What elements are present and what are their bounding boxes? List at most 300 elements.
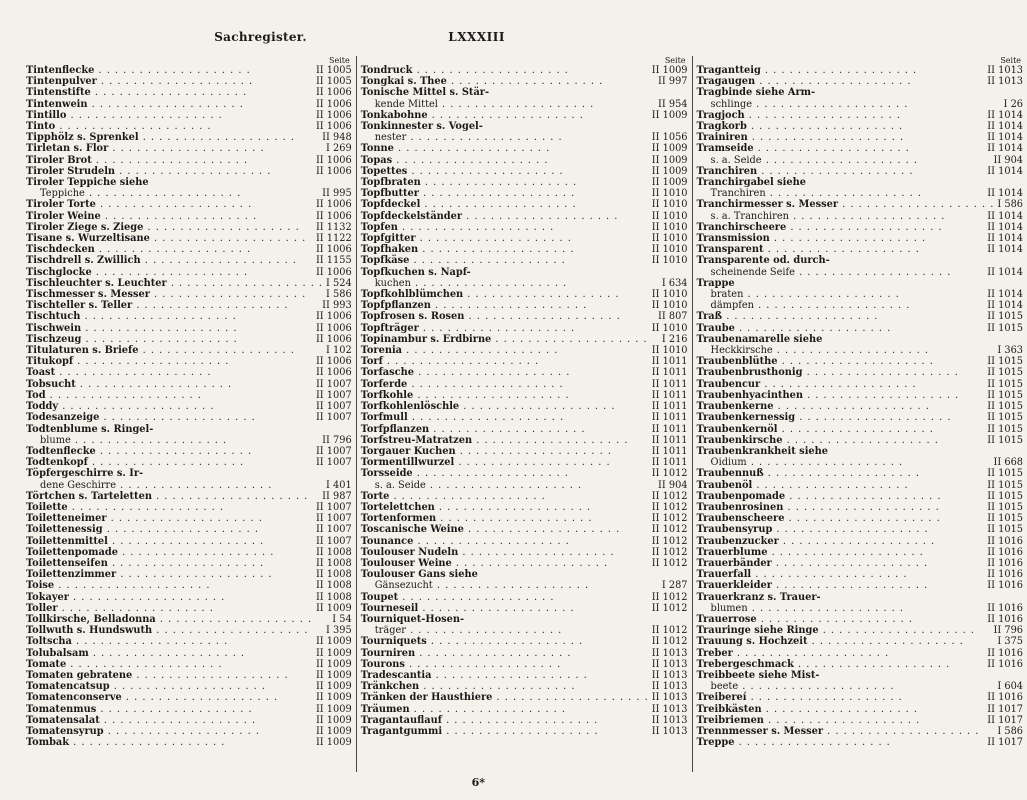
- index-entry: [697, 211, 1024, 222]
- page-reference: II 1016: [987, 569, 1024, 581]
- page-reference: II 1011: [651, 423, 688, 435]
- index-entry: [361, 166, 688, 177]
- page-reference: II 1011: [651, 367, 688, 379]
- index-term: Transparent . . .: [697, 244, 985, 255]
- page-reference: II 1011: [651, 356, 688, 368]
- index-term: nester . . .: [361, 132, 649, 143]
- index-entry: [361, 255, 688, 266]
- index-term: Tortelettchen . . .: [361, 502, 649, 513]
- index-term: schlinge . . .: [697, 99, 1001, 110]
- index-entry: [697, 367, 1024, 378]
- index-entry: [26, 648, 352, 659]
- index-term: Traubennuß . . .: [697, 468, 985, 479]
- index-entry: [697, 648, 1024, 659]
- index-entry: [26, 143, 352, 154]
- page-reference: II 1016: [987, 535, 1024, 547]
- page-reference: II 1013: [651, 692, 688, 704]
- index-entry: [697, 334, 1024, 345]
- index-term: Transparente od. durch-: [696, 255, 830, 267]
- index-term: Traubenkirsche . . .: [697, 435, 985, 446]
- index-entry: [361, 177, 688, 188]
- index-entry: [26, 603, 352, 614]
- index-entry: [361, 424, 688, 435]
- page-reference: II 1009: [315, 692, 352, 704]
- page-reference: I 216: [661, 333, 688, 345]
- page-reference: II 1006: [315, 165, 352, 177]
- page-header: [0, 30, 521, 46]
- index-term: Treibbeete siehe Mist-: [696, 669, 820, 681]
- page-reference: II 1005: [315, 65, 352, 76]
- index-term: Traubenkrankheit siehe: [696, 445, 829, 457]
- page-reference: II 1014: [987, 266, 1024, 278]
- index-entry: [361, 726, 688, 737]
- index-term: Tiroler Teppiche siehe: [26, 177, 149, 189]
- index-term: Toast . . .: [26, 367, 313, 378]
- index-entry: [361, 457, 688, 468]
- index-term: Tourniren . . .: [361, 648, 649, 659]
- index-term: Tod . . .: [26, 390, 313, 401]
- index-term: Topfkuchen s. Napf-: [360, 266, 471, 278]
- page-reference: II 1132: [315, 221, 352, 233]
- page-reference: II 1056: [651, 132, 688, 144]
- index-entry: [26, 300, 352, 311]
- index-entry: [361, 345, 688, 356]
- index-term: Traubenbrusthonig . . .: [697, 367, 985, 378]
- signature-mark: 6*: [471, 776, 485, 789]
- page-reference: II 1011: [651, 445, 688, 457]
- index-term: Toulouser Nudeln . . .: [361, 547, 649, 558]
- index-term: Tintillo . . .: [26, 110, 313, 121]
- index-term: Topettes . . .: [361, 166, 649, 177]
- index-entry: [26, 592, 352, 603]
- index-term: Tollkirsche, Belladonna . . .: [26, 614, 329, 625]
- index-term: Traubenöl . . .: [697, 480, 985, 491]
- index-entry: [697, 356, 1024, 367]
- page-reference: I 287: [661, 580, 688, 592]
- index-entry: [26, 502, 352, 513]
- page-reference: II 1007: [315, 412, 352, 424]
- index-term: Traubenamarelle siehe: [696, 333, 823, 345]
- index-entry: [26, 435, 352, 446]
- page-reference: I 54: [332, 613, 352, 625]
- index-term: Traubenkernöl . . .: [697, 424, 985, 435]
- index-term: Traubensyrup . . .: [697, 524, 985, 535]
- index-term: Todtenflecke . . .: [26, 446, 313, 457]
- page-reference: I 586: [326, 289, 352, 301]
- page-reference: II 1009: [315, 725, 352, 737]
- index-entry: [26, 468, 352, 479]
- page-reference: II 1012: [651, 535, 688, 547]
- page-reference: II 1013: [651, 725, 688, 737]
- index-term: Tragaugen . . .: [697, 76, 985, 87]
- index-term: Trauringe siehe Ringe . . .: [697, 625, 991, 636]
- index-entry: [697, 446, 1024, 457]
- index-term: Topfhaken . . .: [361, 244, 649, 255]
- index-term: Tragantteig . . .: [697, 65, 985, 76]
- page-reference: II 1009: [651, 109, 688, 121]
- index-term: träger . . .: [361, 625, 649, 636]
- index-entry: [697, 435, 1024, 446]
- index-term: Traube . . .: [697, 323, 985, 334]
- index-term: Titulaturen s. Briefe . . .: [26, 345, 323, 356]
- index-entry: [26, 222, 352, 233]
- index-entry: [697, 681, 1024, 692]
- index-term: Tradescantia . . .: [361, 670, 649, 681]
- index-entry: [697, 625, 1024, 636]
- page-reference: II 1014: [987, 143, 1024, 155]
- page-reference: II 1006: [315, 154, 352, 166]
- page-reference: II 1013: [651, 647, 688, 659]
- index-entry: [361, 278, 688, 289]
- index-entry: [361, 625, 688, 636]
- index-term: Tragbinde siehe Arm-: [696, 87, 816, 99]
- index-entry: [26, 547, 352, 558]
- index-entry: [26, 121, 352, 132]
- index-term: Träumen . . .: [361, 704, 649, 715]
- index-term: Torfkohle . . .: [361, 390, 649, 401]
- page-reference: II 1008: [315, 557, 352, 569]
- index-term: Topfen . . .: [361, 222, 649, 233]
- index-term: Topfträger . . .: [361, 323, 649, 334]
- index-entry: [697, 401, 1024, 412]
- index-term: Tomatenmus . . .: [26, 704, 313, 715]
- index-term: braten . . .: [697, 289, 985, 300]
- page-reference: II 1015: [987, 423, 1024, 435]
- page-reference: II 1014: [987, 210, 1024, 222]
- index-entry: [26, 188, 352, 199]
- index-entry: [26, 345, 352, 356]
- page-reference: II 1012: [651, 501, 688, 513]
- index-entry: [697, 155, 1024, 166]
- index-entry: [697, 491, 1024, 502]
- index-term: Tipphölz s. Sprenkel . . .: [26, 132, 319, 143]
- index-entry: [361, 110, 688, 121]
- index-term: scheinende Seife . . .: [697, 267, 985, 278]
- index-entry: [361, 536, 688, 547]
- page-reference: II 1007: [315, 401, 352, 413]
- page-reference: II 997: [657, 76, 688, 88]
- index-term: Tounance . . .: [361, 536, 649, 547]
- page-reference: II 1012: [651, 636, 688, 648]
- page-reference: II 1013: [651, 658, 688, 670]
- page-reference: II 1011: [651, 378, 688, 390]
- index-term: Tomate . . .: [26, 659, 313, 670]
- index-entry: [361, 547, 688, 558]
- page-reference: II 1006: [315, 109, 352, 121]
- index-entry: [697, 110, 1024, 121]
- index-entry: [697, 76, 1024, 87]
- page-reference: II 1006: [315, 121, 352, 133]
- column-label: Seite: [664, 56, 686, 65]
- index-entry: [697, 345, 1024, 356]
- page-reference: II 1011: [651, 401, 688, 413]
- index-term: Todesanzeige . . .: [26, 412, 313, 423]
- index-term: Titukopf . . .: [26, 356, 313, 367]
- page-reference: II 1014: [987, 221, 1024, 233]
- page-reference: II 1007: [315, 457, 352, 469]
- index-entry: [26, 715, 352, 726]
- page-reference: II 1012: [651, 546, 688, 558]
- index-term: Topfdeckel . . .: [361, 199, 649, 210]
- index-entry: [697, 502, 1024, 513]
- index-entry: [361, 334, 688, 345]
- page-reference: II 993: [322, 300, 352, 312]
- index-entry: [26, 704, 352, 715]
- index-entry: [697, 121, 1024, 132]
- index-entry: [26, 99, 352, 110]
- index-term: Topfdeckelständer . . .: [361, 211, 649, 222]
- page-reference: II 1012: [651, 602, 688, 614]
- index-term: Toilettenseifen . . .: [26, 558, 313, 569]
- index-term: Tombak . . .: [26, 737, 313, 748]
- page-reference: II 1009: [651, 154, 688, 166]
- page-reference: II 1015: [987, 513, 1024, 525]
- index-term: Torferde . . .: [361, 379, 649, 390]
- page-reference: II 1007: [315, 389, 352, 401]
- index-term: Tiroler Torte . . .: [26, 199, 313, 210]
- index-term: Trauerblume . . .: [697, 547, 985, 558]
- index-term: Tomatensalat . . .: [26, 715, 313, 726]
- index-term: Tischwein . . .: [26, 323, 313, 334]
- index-entry: [361, 513, 688, 524]
- index-term: Trebergeschmack . . .: [697, 659, 985, 670]
- index-entry: [361, 636, 688, 647]
- index-entry: [26, 670, 352, 681]
- index-entry: [361, 480, 688, 491]
- index-entry: [26, 536, 352, 547]
- index-entry: [697, 300, 1024, 311]
- page-reference: II 1010: [651, 199, 688, 211]
- index-entry: [26, 211, 352, 222]
- page-reference: II 1010: [651, 289, 688, 301]
- page-reference: I 604: [997, 681, 1024, 693]
- index-entry: [26, 625, 352, 636]
- index-entry: [26, 244, 352, 255]
- page-reference: II 1006: [315, 356, 352, 368]
- index-entry: [361, 367, 688, 378]
- index-entry: [361, 300, 688, 311]
- index-entry: [697, 244, 1024, 255]
- index-entry: [361, 121, 688, 132]
- index-entry: [361, 379, 688, 390]
- index-term: Trauerbänder . . .: [697, 558, 985, 569]
- index-entry: [697, 65, 1024, 76]
- page-reference: II 1005: [315, 76, 352, 88]
- index-term: Toscanische Weine . . .: [361, 524, 649, 535]
- page-reference: II 1013: [651, 681, 688, 693]
- index-entry: [697, 737, 1024, 748]
- index-entry: [26, 177, 352, 188]
- index-entry: [697, 692, 1024, 703]
- page-reference: II 1013: [987, 76, 1024, 88]
- index-entry: [26, 356, 352, 367]
- page-reference: II 1009: [315, 714, 352, 726]
- index-term: Toddy . . .: [26, 401, 313, 412]
- index-term: Toise . . .: [26, 580, 313, 591]
- index-entry: [26, 379, 352, 390]
- index-term: Traubencur . . .: [697, 379, 985, 390]
- page-reference: I 363: [997, 345, 1024, 357]
- index-entry: [697, 614, 1024, 625]
- index-entry: [26, 267, 352, 278]
- index-term: Tormentillwurzel . . .: [361, 457, 649, 468]
- page-reference: II 1012: [651, 591, 688, 603]
- page-reference: II 1007: [315, 501, 352, 513]
- index-term: Toltscha . . .: [26, 636, 313, 647]
- page-reference: II 1009: [651, 165, 688, 177]
- index-entry: [697, 233, 1024, 244]
- index-entry: [697, 255, 1024, 266]
- index-term: Torfstreu-Matratzen . . .: [361, 435, 649, 446]
- index-term: Todtenkopf . . .: [26, 457, 313, 468]
- index-term: Tragjoch . . .: [697, 110, 985, 121]
- index-term: Tolubalsam . . .: [26, 648, 313, 659]
- index-term: Trauerkleider . . .: [697, 580, 985, 591]
- page-reference: II 1013: [651, 703, 688, 715]
- index-term: Torfpflanzen . . .: [361, 424, 649, 435]
- index-term: Tranchiren . . .: [697, 166, 985, 177]
- index-entry: [697, 524, 1024, 535]
- index-term: Trappe: [696, 277, 735, 289]
- page-reference: II 1010: [651, 345, 688, 357]
- index-term: Tomatensyrup . . .: [26, 726, 313, 737]
- index-entry: [26, 636, 352, 647]
- page-reference: II 1015: [987, 356, 1024, 368]
- page-reference: II 1013: [987, 65, 1024, 76]
- index-term: Tränkchen . . .: [361, 681, 649, 692]
- page-reference: II 1016: [987, 647, 1024, 659]
- index-term: blume . . .: [26, 435, 319, 446]
- page-reference: II 1014: [987, 188, 1024, 200]
- index-term: Toilettenmittel . . .: [26, 536, 313, 547]
- index-term: Tischmesser s. Messer . . .: [26, 289, 323, 300]
- index-entry: [361, 648, 688, 659]
- page-reference: II 1010: [651, 244, 688, 256]
- page-reference: II 1009: [651, 177, 688, 189]
- page-reference: II 1016: [987, 658, 1024, 670]
- index-entry: [361, 435, 688, 446]
- index-entry: [361, 76, 688, 87]
- index-entry: [26, 65, 352, 76]
- index-term: Traubenscheere . . .: [697, 513, 985, 524]
- page-reference: II 1015: [987, 322, 1024, 334]
- page-reference: II 1014: [987, 165, 1024, 177]
- index-term: Treibkästen . . .: [697, 704, 985, 715]
- page-reference: II 1010: [651, 210, 688, 222]
- index-term: Traubenkerne . . .: [697, 401, 985, 412]
- page-reference: II 1009: [651, 65, 688, 76]
- index-entry: [361, 491, 688, 502]
- index-term: Torfkohlenlöschle . . .: [361, 401, 649, 412]
- page-reference: II 1017: [987, 714, 1024, 726]
- index-entry: [26, 334, 352, 345]
- index-entry: [26, 166, 352, 177]
- index-entry: [361, 143, 688, 154]
- index-entry: [26, 513, 352, 524]
- index-entry: [697, 177, 1024, 188]
- index-term: Toiletteneimer . . .: [26, 513, 313, 524]
- page-reference: II 1012: [651, 513, 688, 525]
- page-reference: II 1014: [987, 121, 1024, 133]
- page-reference: II 1012: [651, 468, 688, 480]
- page-reference: II 1015: [987, 434, 1024, 446]
- index-term: Traubenpomade . . .: [697, 491, 985, 502]
- index-entry: [697, 379, 1024, 390]
- index-entry: [26, 390, 352, 401]
- index-entry: [361, 356, 688, 367]
- page-reference: II 1011: [651, 434, 688, 446]
- index-entry: [26, 446, 352, 457]
- index-column-1: [26, 56, 356, 772]
- index-entry: [26, 110, 352, 121]
- index-entry: [26, 412, 352, 423]
- index-entry: [361, 199, 688, 210]
- index-entry: [361, 289, 688, 300]
- page-reference: II 1009: [315, 602, 352, 614]
- index-entry: [361, 468, 688, 479]
- page-reference: II 1010: [651, 300, 688, 312]
- page-reference: II 904: [657, 479, 688, 491]
- index-term: Toulouser Weine . . .: [361, 558, 649, 569]
- page-reference: I 269: [326, 143, 352, 155]
- page-reference: II 1014: [987, 300, 1024, 312]
- page-reference: I 26: [1003, 98, 1024, 110]
- index-entry: [697, 513, 1024, 524]
- page-reference: II 1006: [315, 322, 352, 334]
- index-entry: [26, 569, 352, 580]
- page-reference: I 586: [997, 725, 1024, 737]
- index-term: Tourniquets . . .: [361, 636, 649, 647]
- index-entry: [697, 480, 1024, 491]
- index-term: dene Geschirre . . .: [26, 480, 323, 491]
- page-reference: II 1008: [315, 580, 352, 592]
- page-reference: II 1015: [987, 501, 1024, 513]
- index-entry: [697, 715, 1024, 726]
- page-reference: II 1015: [987, 378, 1024, 390]
- page-reference: II 1006: [315, 98, 352, 110]
- index-term: Torgauer Kuchen . . .: [361, 446, 649, 457]
- index-entry: [26, 726, 352, 737]
- index-entry: [26, 681, 352, 692]
- index-term: Toller . . .: [26, 603, 313, 614]
- page-reference: II 1008: [315, 546, 352, 558]
- page-reference: I 401: [326, 479, 352, 491]
- page-reference: II 1015: [987, 468, 1024, 480]
- index-term: Tourniquet-Hosen-: [360, 613, 465, 625]
- index-term: Traubenhyacinthen . . .: [697, 390, 985, 401]
- page-reference: II 1013: [651, 669, 688, 681]
- index-entry: [697, 547, 1024, 558]
- index-term: Topfkäse . . .: [361, 255, 649, 266]
- index-term: Tongkai s. Thee . . .: [361, 76, 655, 87]
- page-reference: II 1014: [987, 233, 1024, 245]
- index-entry: [361, 670, 688, 681]
- index-term: Traubenrosinen . . .: [697, 502, 985, 513]
- index-term: Torte . . .: [361, 491, 649, 502]
- page-reference: II 1007: [315, 445, 352, 457]
- index-entry: [361, 412, 688, 423]
- index-entry: [361, 592, 688, 603]
- page-reference: II 1012: [651, 557, 688, 569]
- index-term: Tischzeug . . .: [26, 334, 313, 345]
- index-entry: [697, 267, 1024, 278]
- index-entry: [697, 726, 1024, 737]
- index-term: Topfpflanzen . . .: [361, 300, 649, 311]
- page-reference: II 904: [993, 154, 1024, 166]
- page-reference: II 1015: [987, 389, 1024, 401]
- page-reference: II 1011: [651, 389, 688, 401]
- index-entry: [697, 199, 1024, 210]
